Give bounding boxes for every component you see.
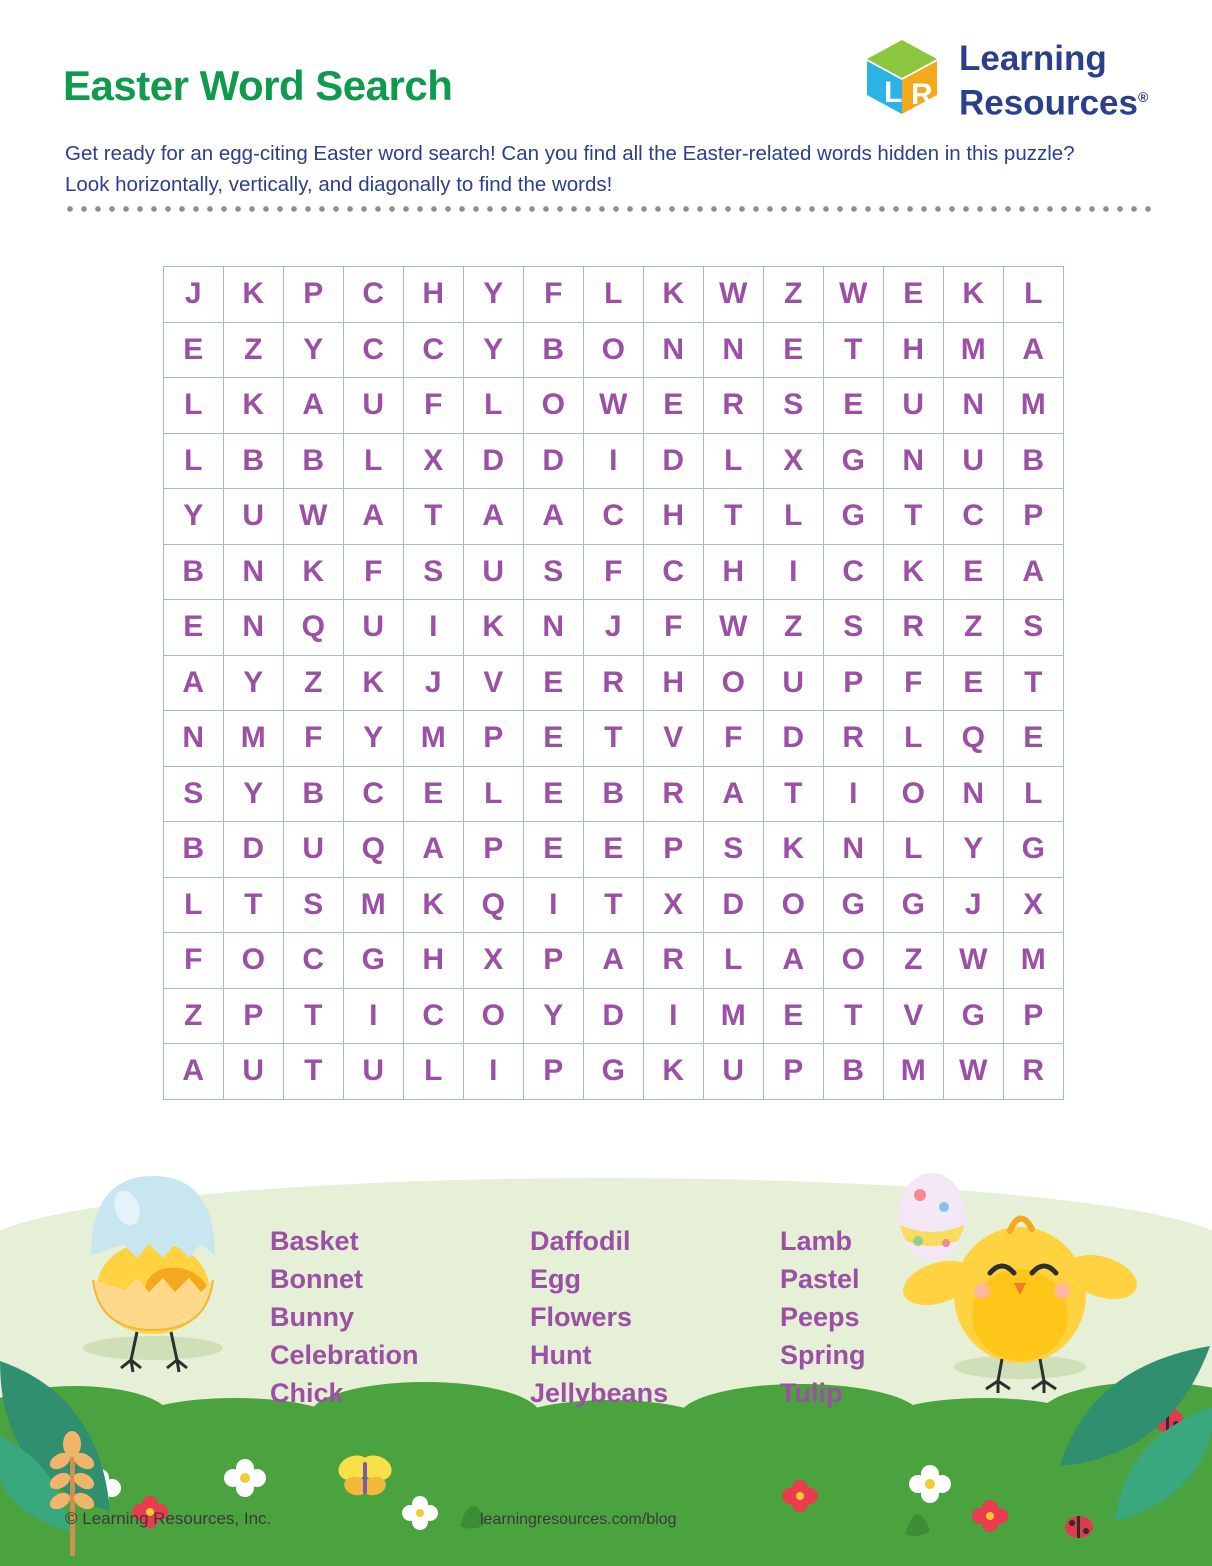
grid-cell[interactable]: Z xyxy=(944,600,1004,656)
grid-cell[interactable]: C xyxy=(404,988,464,1044)
grid-cell[interactable]: S xyxy=(524,544,584,600)
grid-cell[interactable]: E xyxy=(944,544,1004,600)
word-item: Flowers xyxy=(530,1302,633,1332)
grid-cell[interactable]: L xyxy=(1004,267,1064,323)
grid-cell[interactable]: K xyxy=(284,544,344,600)
grid-cell[interactable]: W xyxy=(284,489,344,545)
grid-cell[interactable]: J xyxy=(164,267,224,323)
word-item: Bonnet xyxy=(270,1264,363,1294)
grid-cell[interactable]: T xyxy=(584,877,644,933)
grid-cell[interactable]: P xyxy=(824,655,884,711)
grid-row xyxy=(164,766,1064,822)
grid-cell[interactable]: F xyxy=(404,378,464,434)
page-title: Easter Word Search xyxy=(63,62,453,109)
grid-row xyxy=(164,378,1064,434)
grid-cell[interactable]: T xyxy=(764,766,824,822)
grid-cell[interactable]: B xyxy=(164,822,224,878)
grid-cell[interactable]: B xyxy=(164,544,224,600)
grid-cell[interactable]: G xyxy=(1004,822,1064,878)
grid-cell[interactable]: V xyxy=(884,988,944,1044)
grid-cell[interactable]: S xyxy=(764,378,824,434)
grid-cell[interactable]: F xyxy=(704,711,764,767)
grid-cell[interactable]: U xyxy=(704,1044,764,1100)
grid-cell[interactable]: C xyxy=(344,267,404,323)
grid-cell[interactable]: T xyxy=(284,988,344,1044)
grid-cell[interactable]: H xyxy=(404,267,464,323)
copyright-text: © Learning Resources, Inc. xyxy=(65,1509,272,1528)
registered-mark: ® xyxy=(1137,89,1149,105)
grid-cell[interactable]: Y xyxy=(464,267,524,323)
grid-cell[interactable]: I xyxy=(404,600,464,656)
word-item: Daffodil xyxy=(530,1226,631,1256)
wheat-icon xyxy=(28,1406,118,1556)
grid-cell[interactable]: N xyxy=(824,822,884,878)
grid-cell[interactable]: K xyxy=(344,655,404,711)
grid-cell[interactable]: L xyxy=(764,489,824,545)
grid-cell[interactable]: L xyxy=(884,822,944,878)
grid-cell[interactable]: I xyxy=(824,766,884,822)
grid-cell[interactable]: G xyxy=(884,877,944,933)
grid-cell[interactable]: W xyxy=(944,1044,1004,1100)
grid-cell[interactable]: O xyxy=(464,988,524,1044)
grid-cell[interactable]: F xyxy=(344,544,404,600)
grid-cell[interactable]: R xyxy=(644,766,704,822)
grid-cell[interactable]: Y xyxy=(284,322,344,378)
grid-cell[interactable]: F xyxy=(584,544,644,600)
grid-cell[interactable]: T xyxy=(824,988,884,1044)
grid-cell[interactable]: P xyxy=(224,988,284,1044)
grid-cell[interactable]: O xyxy=(524,378,584,434)
grid-cell[interactable]: D xyxy=(524,433,584,489)
grid-cell[interactable]: N xyxy=(524,600,584,656)
grid-cell[interactable]: N xyxy=(884,433,944,489)
grid-cell[interactable]: Q xyxy=(344,822,404,878)
grid-cell[interactable]: D xyxy=(764,711,824,767)
grid-cell[interactable]: P xyxy=(1004,988,1064,1044)
grid-cell[interactable]: O xyxy=(584,322,644,378)
grid-cell[interactable]: P xyxy=(764,1044,824,1100)
grid-cell[interactable]: E xyxy=(524,711,584,767)
grid-cell[interactable]: V xyxy=(464,655,524,711)
grid-cell[interactable]: Y xyxy=(164,489,224,545)
grid-cell[interactable]: K xyxy=(224,267,284,323)
grid-cell[interactable]: F xyxy=(884,655,944,711)
grid-cell[interactable]: E xyxy=(824,378,884,434)
grid-cell[interactable]: L xyxy=(1004,766,1064,822)
grid-cell[interactable]: E xyxy=(164,322,224,378)
grid-cell[interactable]: N xyxy=(164,711,224,767)
grid-cell[interactable]: A xyxy=(404,822,464,878)
grid-cell[interactable]: M xyxy=(944,322,1004,378)
grid-cell[interactable]: E xyxy=(764,988,824,1044)
grid-cell[interactable]: K xyxy=(224,378,284,434)
svg-text:L: L xyxy=(884,76,903,109)
grid-row xyxy=(164,544,1064,600)
grid-row xyxy=(164,433,1064,489)
grid-cell[interactable]: J xyxy=(944,877,1004,933)
grid-cell[interactable]: F xyxy=(164,933,224,989)
word-column-2 xyxy=(530,1222,780,1412)
grid-cell[interactable]: Q xyxy=(284,600,344,656)
grid-cell[interactable]: A xyxy=(704,766,764,822)
grid-cell[interactable]: H xyxy=(644,655,704,711)
grid-cell[interactable]: U xyxy=(284,822,344,878)
grid-cell[interactable]: C xyxy=(644,544,704,600)
logo-line-2: Resources xyxy=(959,83,1138,123)
grid-cell[interactable]: K xyxy=(404,877,464,933)
word-item: Lamb xyxy=(780,1226,853,1256)
grid-cell[interactable]: E xyxy=(1004,711,1064,767)
word-item: Spring xyxy=(780,1340,866,1370)
logo-wordmark xyxy=(959,40,1148,123)
grid-cell[interactable]: Z xyxy=(164,988,224,1044)
grid-cell[interactable]: T xyxy=(284,1044,344,1100)
word-item: Celebration xyxy=(270,1340,419,1370)
grid-row xyxy=(164,322,1064,378)
grid-cell[interactable]: I xyxy=(584,433,644,489)
grid-row xyxy=(164,489,1064,545)
grid-cell[interactable]: D xyxy=(464,433,524,489)
grid-cell[interactable]: E xyxy=(884,267,944,323)
grid-cell[interactable]: W xyxy=(584,378,644,434)
grid-cell[interactable]: A xyxy=(764,933,824,989)
grid-cell[interactable]: E xyxy=(524,822,584,878)
grid-cell[interactable]: T xyxy=(1004,655,1064,711)
grid-cell[interactable]: P xyxy=(524,933,584,989)
grid-cell[interactable]: Q xyxy=(464,877,524,933)
grid-cell[interactable]: R xyxy=(824,711,884,767)
grid-cell[interactable]: X xyxy=(644,877,704,933)
word-list xyxy=(270,1222,950,1412)
grid-row xyxy=(164,988,1064,1044)
grid-cell[interactable]: L xyxy=(704,933,764,989)
grid-cell[interactable]: G xyxy=(824,877,884,933)
grid-cell[interactable]: S xyxy=(704,822,764,878)
cube-logo-icon xyxy=(859,34,945,120)
grid-cell[interactable]: B xyxy=(1004,433,1064,489)
grid-row xyxy=(164,600,1064,656)
grid-cell[interactable]: W xyxy=(704,267,764,323)
word-item: Tulip xyxy=(780,1378,843,1408)
grid-cell[interactable]: P xyxy=(284,267,344,323)
grid-cell[interactable]: A xyxy=(284,378,344,434)
grid-row xyxy=(164,267,1064,323)
grid-cell[interactable]: A xyxy=(164,1044,224,1100)
grid-row xyxy=(164,1044,1064,1100)
grid-cell[interactable]: P xyxy=(524,1044,584,1100)
grid-cell[interactable]: H xyxy=(404,933,464,989)
grid-cell[interactable]: H xyxy=(884,322,944,378)
grid-cell[interactable]: Y xyxy=(224,766,284,822)
grid-cell[interactable]: O xyxy=(884,766,944,822)
grid-cell[interactable]: M xyxy=(704,988,764,1044)
logo-line-1: Learning xyxy=(959,39,1107,78)
grid-cell[interactable]: O xyxy=(824,933,884,989)
grid-cell[interactable]: S xyxy=(824,600,884,656)
grid-cell[interactable]: C xyxy=(944,489,1004,545)
grid-cell[interactable]: E xyxy=(584,822,644,878)
intro-text: Get ready for an egg-citing Easter word search! Can you find all the Easter-related words hidden in this puzzle? Look horizontally, vertically, and diagonally to find the words! xyxy=(65,142,1075,196)
grid-cell[interactable]: Y xyxy=(944,822,1004,878)
grid-cell[interactable]: B xyxy=(584,766,644,822)
grid-cell[interactable]: E xyxy=(164,600,224,656)
grid-cell[interactable]: F xyxy=(524,267,584,323)
word-item: Chick xyxy=(270,1378,344,1408)
grid-cell[interactable]: P xyxy=(464,822,524,878)
word-item: Peeps xyxy=(780,1302,860,1332)
grid-cell[interactable]: M xyxy=(1004,933,1064,989)
grid-cell[interactable]: U xyxy=(764,655,824,711)
grid-cell[interactable]: N xyxy=(644,322,704,378)
grid-cell[interactable]: Y xyxy=(344,711,404,767)
grid-row xyxy=(164,822,1064,878)
grid-cell[interactable]: G xyxy=(824,433,884,489)
grid-cell[interactable]: Z xyxy=(284,655,344,711)
grid-cell[interactable]: N xyxy=(224,600,284,656)
grid-cell[interactable]: T xyxy=(824,322,884,378)
grid-cell[interactable]: O xyxy=(704,655,764,711)
grid-cell[interactable]: T xyxy=(224,877,284,933)
grid-cell[interactable]: N xyxy=(704,322,764,378)
grid-cell[interactable]: K xyxy=(764,822,824,878)
grid-cell[interactable]: A xyxy=(1004,544,1064,600)
grid-cell[interactable]: X xyxy=(464,933,524,989)
grid-row xyxy=(164,711,1064,767)
grid-cell[interactable]: L xyxy=(164,378,224,434)
grid-cell[interactable]: R xyxy=(644,933,704,989)
grass-details xyxy=(0,1416,1212,1566)
grid-cell[interactable]: G xyxy=(344,933,404,989)
grid-cell[interactable]: Z xyxy=(764,600,824,656)
grid-cell[interactable]: R xyxy=(884,600,944,656)
grid-cell[interactable]: K xyxy=(464,600,524,656)
grid-cell[interactable]: L xyxy=(884,711,944,767)
grid-cell[interactable]: T xyxy=(704,489,764,545)
learning-resources-logo xyxy=(859,30,1179,125)
grid-cell[interactable]: N xyxy=(944,766,1004,822)
grid-cell[interactable]: N xyxy=(224,544,284,600)
grid-cell[interactable]: P xyxy=(464,711,524,767)
grid-cell[interactable]: E xyxy=(404,766,464,822)
grid-cell[interactable]: M xyxy=(884,1044,944,1100)
puzzle-table[interactable] xyxy=(163,266,1064,1100)
grid-cell[interactable]: I xyxy=(524,877,584,933)
word-item: Pastel xyxy=(780,1264,860,1294)
grid-cell[interactable]: E xyxy=(524,655,584,711)
grid-cell[interactable]: Y xyxy=(524,988,584,1044)
grid-cell[interactable]: B xyxy=(824,1044,884,1100)
grid-cell[interactable]: W xyxy=(704,600,764,656)
grid-cell[interactable]: U xyxy=(884,378,944,434)
grid-cell[interactable]: S xyxy=(284,877,344,933)
word-item: Egg xyxy=(530,1264,581,1294)
grid-cell[interactable]: Q xyxy=(944,711,1004,767)
grid-cell[interactable]: T xyxy=(584,711,644,767)
grid-cell[interactable]: I xyxy=(644,988,704,1044)
grid-cell[interactable]: U xyxy=(464,544,524,600)
grid-cell[interactable]: Y xyxy=(224,655,284,711)
word-search-grid[interactable] xyxy=(163,266,1049,1100)
grid-cell[interactable]: D xyxy=(704,877,764,933)
grid-cell[interactable]: D xyxy=(584,988,644,1044)
grid-cell[interactable]: U xyxy=(344,600,404,656)
grid-cell[interactable]: B xyxy=(284,766,344,822)
grid-cell[interactable]: K xyxy=(644,1044,704,1100)
grid-cell[interactable]: U xyxy=(944,433,1004,489)
grid-cell[interactable]: R xyxy=(584,655,644,711)
grid-cell[interactable]: R xyxy=(704,378,764,434)
grid-cell[interactable]: E xyxy=(764,322,824,378)
grid-cell[interactable]: C xyxy=(824,544,884,600)
grid-cell[interactable]: L xyxy=(704,433,764,489)
grid-cell[interactable]: N xyxy=(944,378,1004,434)
grid-cell[interactable]: Z xyxy=(884,933,944,989)
grid-cell[interactable]: T xyxy=(404,489,464,545)
grid-cell[interactable]: W xyxy=(944,933,1004,989)
grid-cell[interactable]: A xyxy=(1004,322,1064,378)
grid-cell[interactable]: E xyxy=(944,655,1004,711)
word-item: Jellybeans xyxy=(530,1378,669,1408)
grid-cell[interactable]: K xyxy=(944,267,1004,323)
grid-cell[interactable]: G xyxy=(824,489,884,545)
grid-cell[interactable]: S xyxy=(404,544,464,600)
svg-text:R: R xyxy=(911,78,933,111)
grid-cell[interactable]: L xyxy=(344,433,404,489)
grid-row xyxy=(164,933,1064,989)
dotted-divider xyxy=(63,205,1153,213)
grid-cell[interactable]: X xyxy=(764,433,824,489)
grid-cell[interactable]: L xyxy=(584,267,644,323)
grid-cell[interactable]: L xyxy=(464,766,524,822)
grid-cell[interactable]: M xyxy=(404,711,464,767)
grid-cell[interactable]: Y xyxy=(464,322,524,378)
word-column-1 xyxy=(270,1222,530,1412)
grid-cell[interactable]: L xyxy=(164,433,224,489)
grid-cell[interactable]: F xyxy=(284,711,344,767)
grid-cell[interactable]: I xyxy=(344,988,404,1044)
grid-cell[interactable]: S xyxy=(164,766,224,822)
word-item: Hunt xyxy=(530,1340,592,1370)
hatching-chick-illustration xyxy=(45,1160,265,1390)
grid-cell[interactable]: M xyxy=(344,877,404,933)
grid-cell[interactable]: G xyxy=(944,988,1004,1044)
grid-cell[interactable]: I xyxy=(464,1044,524,1100)
grid-cell[interactable]: M xyxy=(1004,378,1064,434)
grid-cell[interactable]: X xyxy=(1004,877,1064,933)
grid-cell[interactable]: O xyxy=(224,933,284,989)
grid-cell[interactable]: A xyxy=(584,933,644,989)
grid-cell[interactable]: Z xyxy=(224,322,284,378)
grid-cell[interactable]: C xyxy=(344,766,404,822)
word-item: Bunny xyxy=(270,1302,354,1332)
grid-cell[interactable]: G xyxy=(584,1044,644,1100)
grid-cell[interactable]: H xyxy=(704,544,764,600)
grid-cell[interactable]: E xyxy=(644,378,704,434)
grid-cell[interactable]: S xyxy=(1004,600,1064,656)
grid-cell[interactable]: V xyxy=(644,711,704,767)
grid-cell[interactable]: J xyxy=(584,600,644,656)
grid-row xyxy=(164,655,1064,711)
grid-cell[interactable]: L xyxy=(164,877,224,933)
grid-cell[interactable]: A xyxy=(464,489,524,545)
grid-cell[interactable]: W xyxy=(824,267,884,323)
grid-cell[interactable]: R xyxy=(1004,1044,1064,1100)
grid-row xyxy=(164,877,1064,933)
grid-cell[interactable]: M xyxy=(224,711,284,767)
grid-cell[interactable]: D xyxy=(224,822,284,878)
grid-cell[interactable]: F xyxy=(644,600,704,656)
grid-cell[interactable]: Z xyxy=(764,267,824,323)
grid-cell[interactable]: U xyxy=(224,1044,284,1100)
grid-cell[interactable]: A xyxy=(164,655,224,711)
grid-cell[interactable]: J xyxy=(404,655,464,711)
grid-cell[interactable]: K xyxy=(644,267,704,323)
grid-cell[interactable]: B xyxy=(284,433,344,489)
grid-cell[interactable]: D xyxy=(644,433,704,489)
grid-cell[interactable]: P xyxy=(644,822,704,878)
grid-cell[interactable]: A xyxy=(344,489,404,545)
grid-cell[interactable]: T xyxy=(884,489,944,545)
grid-cell[interactable]: O xyxy=(764,877,824,933)
grid-cell[interactable]: K xyxy=(884,544,944,600)
grid-cell[interactable]: C xyxy=(584,489,644,545)
grid-cell[interactable]: B xyxy=(224,433,284,489)
grid-cell[interactable]: C xyxy=(284,933,344,989)
grid-cell[interactable]: B xyxy=(524,322,584,378)
grid-cell[interactable]: L xyxy=(464,378,524,434)
grid-cell[interactable]: H xyxy=(644,489,704,545)
website-url[interactable]: learningresources.com/blog xyxy=(480,1511,677,1528)
grid-cell[interactable]: U xyxy=(224,489,284,545)
grid-cell[interactable]: U xyxy=(344,378,404,434)
word-column-3 xyxy=(780,1222,950,1412)
grid-cell[interactable]: A xyxy=(524,489,584,545)
grid-cell[interactable]: E xyxy=(524,766,584,822)
word-item: Basket xyxy=(270,1226,359,1256)
grid-cell[interactable]: U xyxy=(344,1044,404,1100)
grid-cell[interactable]: X xyxy=(404,433,464,489)
grid-cell[interactable]: I xyxy=(764,544,824,600)
grid-cell[interactable]: C xyxy=(404,322,464,378)
grid-cell[interactable]: C xyxy=(344,322,404,378)
grid-cell[interactable]: P xyxy=(1004,489,1064,545)
grid-cell[interactable]: L xyxy=(404,1044,464,1100)
butterfly-icon xyxy=(330,1446,400,1506)
